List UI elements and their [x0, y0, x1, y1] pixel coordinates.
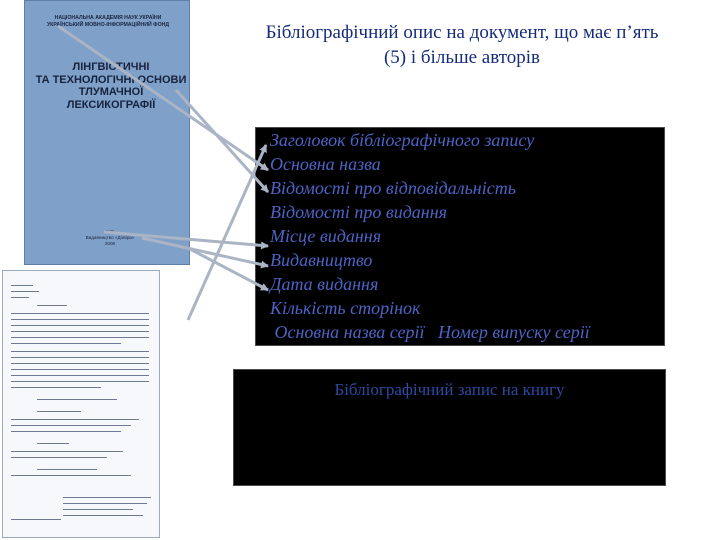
arrow-publisher-link [142, 238, 268, 266]
arrow-pages-link [188, 145, 266, 320]
cover-imprint-line: 2008 [104, 241, 116, 246]
element-publisher: Видавництво [270, 250, 373, 270]
record-title: Бібліографічний запис на книгу [334, 380, 565, 399]
heading-line: Бібліографічний опис на документ, що має п’ять [265, 22, 659, 43]
heading-line: (5) і більше авторів [383, 47, 541, 68]
arrow-heading-link [58, 26, 268, 170]
element-responsibility: Відомості про відповідальність [270, 178, 516, 198]
element-pages: Кількість сторінок [270, 298, 421, 318]
arrow-title-link [176, 90, 268, 192]
element-edition: Відомості про видання [270, 202, 448, 222]
arrow-place-link [104, 232, 268, 246]
cover-title-line: ТЛУМАЧНОЇ ЛЕКСИКОГРАФІЇ [66, 86, 156, 111]
cover-title-line: ТА ТЕХНОЛОГІЧНІ ОСНОВИ [35, 73, 187, 86]
cover-org-line: УКРАЇНСЬКИЙ МОВНО-ІНФОРМАЦІЙНИЙ ФОНД [46, 21, 170, 28]
cover-org-line: НАЦІОНАЛЬНА АКАДЕМІЯ НАУК УКРАЇНИ [54, 15, 162, 21]
arrow-date-link [188, 248, 268, 290]
element-place: Місце видання [270, 226, 382, 246]
element-main-title: Основна назва [270, 154, 381, 174]
element-record-heading: Заголовок бібліографічного запису [270, 130, 535, 150]
element-date: Дата видання [270, 274, 379, 294]
element-series: Основна назва серії Номер випуску серії [270, 322, 590, 342]
cover-imprint-line: Київ [105, 229, 115, 234]
cover-imprint-line: Видавництво «Довіра» [85, 235, 135, 240]
cover-title-line: ЛІНГВІСТИЧНІ [72, 61, 150, 73]
